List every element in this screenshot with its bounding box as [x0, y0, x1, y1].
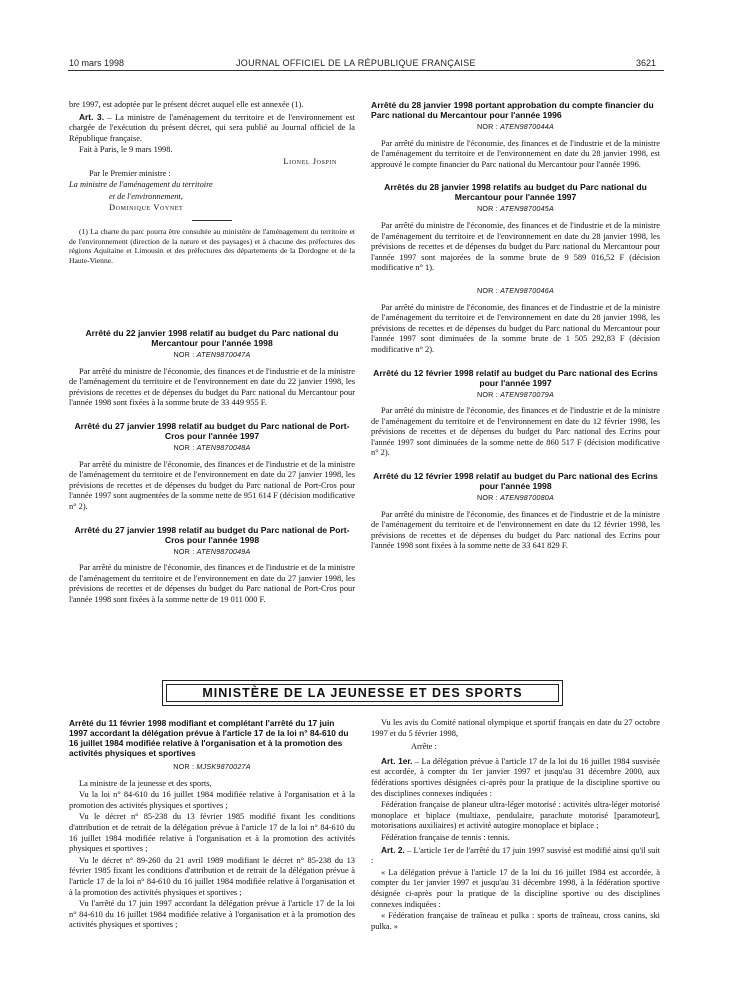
arrete-body: Par arrêté du ministre de l'économie, des finances et de l'industrie et de la ministre de l'aménagement du territoire et de l'environnement en date du 27 janvier 1998, les prévisions de recettes et de dépenses du budget du Parc national de Port-Cros pour l'année 1997 sont augmentées de la somme nette de 951 614 F (décision modificative n° 2). — [69, 459, 355, 511]
article-1-text: – La délégation prévue à l'article 17 de la loi du 16 juillet 1984 susvisée est accordée, à compter du 1er janvier 1997 et jusqu'au 31 décembre 2000, aux fédérations sportives désignées ci-après pour la pratique de la discipline sportive ou des disciplines connexes indiquées : — [371, 756, 660, 798]
nor-code: ATEN9870080A — [500, 493, 554, 503]
nor-code: MJSK9870027A — [196, 762, 251, 771]
arrete-block — [371, 182, 660, 274]
nor-reference — [371, 493, 660, 504]
nor-reference — [371, 204, 660, 215]
nor-label: NOR : — [173, 762, 197, 771]
bottom-right-column — [371, 718, 660, 933]
minister-name: Dominique Voynet — [109, 203, 184, 213]
footnote: (1) La charte du parc pourra être consultée au ministère de l'aménagement du territoire et de l'environnement (direction de la nature et des paysages) et à chacune des préfectures des régions Aquitaine et Limousin et des préfectures des départements de la Dordogne et de la Haute-Vienne. — [69, 226, 355, 265]
visa-paragraph: La ministre de la jeunesse et des sports, — [79, 778, 212, 788]
header-rule — [68, 70, 664, 71]
left-column-arretes — [69, 318, 355, 607]
arrete-body: Par arrêté du ministre de l'économie, des finances et de l'industrie et de la ministre de l'aménagement du territoire et de l'environnement en date du 22 janvier 1998, les prévisions de recettes et de dépenses du budget du Parc national du Mercantour pour l'année 1998 sont fixées à la somme brute de 33 449 955 F. — [69, 366, 355, 408]
nor-label: NOR : — [173, 442, 197, 452]
nor-code: ATEN9870044A — [500, 122, 554, 131]
arrete-body: Par arrêté du ministre de l'économie, des finances et de l'industrie et de la ministre de l'aménagement du territoire et de l'environnement en date du 27 janvier 1998, les prévisions de recettes et de dépenses du budget du Parc national de Port-Cros pour l'année 1998 sont fixées à la somme nette de 19 011 000 F. — [69, 563, 355, 604]
decree-ending-paragraph: bre 1997, est adoptée par le présent décret auquel elle est annexée (1). — [69, 100, 304, 109]
article-3 — [69, 112, 355, 145]
visa-paragraph: Vu la loi n° 84-610 du 16 juillet 1984 modifiée relative à l'organisation et à la promotion des activités physiques et sportives ; — [69, 790, 355, 810]
arrete-block — [69, 421, 355, 513]
right-column-arretes — [371, 94, 660, 553]
arrete-block — [371, 286, 660, 356]
nor-reference — [371, 286, 660, 297]
arrete-body: Par arrêté du ministre de l'économie, des finances et de l'industrie et de la ministre de l'aménagement du territoire et de l'environnement en date du 28 janvier 1998, est approuvé le compte financier du Parc national du Mercantour pour l'année 1996. — [371, 138, 660, 169]
arrete-block — [371, 100, 660, 170]
nor-label: NOR : — [477, 389, 501, 399]
header-page-number: 3621 — [636, 58, 657, 68]
header-date: 10 mars 1998 — [69, 58, 125, 68]
nor-code: ATEN9870045A — [500, 204, 554, 214]
article-3-label: Art. 3. — [79, 111, 105, 122]
visa-paragraph: Vu le décret n° 89-260 du 21 avril 1989 modifiant le décret n° 85-238 du 13 février 1985 fixant les conditions d'attribution et de retrait de la délégation prévue à l'article 17 de la loi n° 84-610 du 16 juillet 1984 modifiée relative à l'organisation et à la promotion des activités physiques et sportives ; — [69, 855, 355, 897]
arrete-body: Par arrêté du ministre de l'économie, des finances et de l'industrie et de la ministre de l'aménagement du territoire et de l'environnement en date du 28 janvier 1998, les prévisions de recettes et de dépenses du budget du Parc national du Mercantour pour l'année 1997 sont majorées de la somme brute de 9 589 016,52 F (décision modificative n° 1). — [371, 220, 660, 273]
fait-a-paris: Fait à Paris, le 9 mars 1998. — [79, 145, 173, 155]
nor-reference — [69, 350, 355, 361]
arrete-block — [69, 525, 355, 606]
minister-title-line2: et de l'environnement, — [109, 191, 183, 201]
nor-reference — [371, 122, 660, 133]
ministry-heading: MINISTÈRE DE LA JEUNESSE ET DES SPORTS — [202, 686, 523, 700]
article-1-label: Art. 1er. — [381, 755, 413, 766]
arrete-title: Arrêté du 27 janvier 1998 relatif au budget du Parc national de Port-Cros pour l'année 1998 — [74, 524, 350, 545]
ministry-heading-box — [162, 680, 563, 706]
nor-reference — [69, 762, 355, 773]
par-le-premier-ministre: Par le Premier ministre : — [89, 168, 171, 178]
nor-label: NOR : — [173, 546, 197, 556]
arrete-title: Arrêté du 22 janvier 1998 relatif au budget du Parc national du Mercantour pour l'année 1998 — [85, 328, 339, 348]
nor-code: ATEN9870048A — [196, 442, 251, 452]
visa-paragraph: Vu l'arrêté du 17 juin 1997 accordant la délégation prévue à l'article 17 de la loi n° 84-610 du 16 juillet 1984 modifiée relative à l'organisation et à la promotion des activités physiques et sportives ; — [69, 899, 355, 930]
federation-entry: Fédération française de tennis : tennis. — [381, 832, 510, 842]
visa-paragraph: Vu le décret n° 85-238 du 13 février 1985 modifié fixant les conditions d'attribution et de retrait de la délégation prévue à l'article 17 de la loi n° 84-610 du 16 juillet 1984 modifiée relative à l'organisation et à la promotion des activités physiques et sportives ; — [69, 812, 355, 854]
nor-code: ATEN9870046A — [500, 285, 554, 295]
minister-title-line1: La ministre de l'aménagement du territoire — [69, 180, 213, 190]
visa-paragraph: Vu les avis du Comité national olympique et sportif français en date du 27 octobre 1997 et du 5 février 1998, — [371, 718, 660, 738]
article-2-text: – L'article 1er de l'arrêté du 17 juin 1997 susvisé est modifié ainsi qu'il suit : — [371, 845, 660, 866]
arrete-body: Par arrêté du ministre de l'économie, des finances et de l'industrie et de la ministre de l'aménagement du territoire et de l'environnement en date du 12 février 1998, les prévisions de recettes et de dépenses du budget du Parc national des Ecrins pour l'année 1997 sont diminuées de la somme nette de 860 517 F (décision modificative n° 2). — [371, 406, 660, 458]
signatory-name: Lionel Jospin — [283, 156, 337, 166]
nor-code: ATEN9870049A — [196, 546, 251, 556]
article-2-label: Art. 2. — [381, 844, 405, 855]
nor-code: ATEN9870079A — [500, 389, 554, 399]
nor-label: NOR : — [477, 285, 501, 295]
header-journal-title: JOURNAL OFFICIEL DE LA RÉPUBLIQUE FRANÇAISE — [236, 58, 476, 68]
arrete-title: Arrêtés du 28 janvier 1998 relatifs au budget du Parc national du Mercantour pour l'année 1997 — [384, 182, 647, 203]
left-column-top — [69, 100, 355, 266]
arrete-word: Arrête : — [411, 742, 437, 752]
nor-label: NOR : — [477, 204, 501, 214]
quoted-paragraph: « La délégation prévue à l'article 17 de la loi du 16 juillet 1984 est accordée, à compter du 1er janvier 1997 et jusqu'au 31 décembre 1998, à la fédération sportive désignée ci-après pour la pratique de la discipline sportive ou des disciplines connexes indiquées : — [371, 867, 660, 909]
nor-label: NOR : — [477, 493, 501, 503]
article-3-text: – La ministre de l'aménagement du territoire et de l'environnement est chargée de l'exécution du présent décret, qui sera publié au Journal officiel de la République française. — [69, 112, 355, 143]
nor-label: NOR : — [477, 122, 501, 131]
arrete-title: Arrêté du 12 février 1998 relatif au budget du Parc national des Ecrins pour l'année 1998 — [373, 471, 658, 492]
note-separator — [192, 220, 232, 221]
arrete-title: Arrêté du 28 janvier 1998 portant approbation du compte financier du Parc national du Mercantour pour l'année 1996 — [371, 100, 654, 120]
quoted-paragraph: « Fédération française de traîneau et pulka : sports de traîneau, cross canins, ski pulka. » — [371, 911, 660, 931]
arrete-block — [371, 368, 660, 460]
bottom-left-column — [69, 718, 355, 932]
arrete-title: Arrêté du 27 janvier 1998 relatif au budget du Parc national de Port-Cros pour l'année 1997 — [74, 420, 350, 441]
arrete-block — [371, 471, 660, 552]
federation-entry: Fédération française de planeur ultra-léger motorisé : activités ultra-léger motorisé monoplace et biplace (multiaxe, pendulaire, parachute motorisé [paramoteur], motorisations auxiliaires) et activité autogire monoplace et biplace ; — [371, 800, 660, 831]
article-2 — [371, 845, 660, 867]
arrete-title: Arrêté du 12 février 1998 relatif au budget du Parc national des Ecrins pour l'année 1997 — [373, 367, 658, 388]
arrete-block — [69, 328, 355, 409]
arrete-title: Arrêté du 11 février 1998 modifiant et complétant l'arrêté du 17 juin 1997 accordant la délégation prévue à l'article 17 de la loi n° 84-610 du 16 juillet 1984 modifiée relative à l'organisation et à la promotion des activités physiques et sportives — [69, 718, 349, 758]
nor-reference — [69, 443, 355, 454]
arrete-body: Par arrêté du ministre de l'économie, des finances et de l'industrie et de la ministre de l'aménagement du territoire et de l'environnement en date du 28 janvier 1998, les prévisions de recettes et de dépenses du budget du Parc national du Mercantour pour l'année 1997 sont diminuées de la somme brute de 1 505 292,83 F (décision modificative n° 2). — [371, 302, 660, 354]
arrete-body: Par arrêté du ministre de l'économie, des finances et de l'industrie et de la ministre de l'aménagement du territoire et de l'environnement en date du 12 février 1998, les prévisions de recettes et de dépenses du budget du Parc national des Ecrins pour l'année 1998 sont fixées à la somme nette de 33 641 829 F. — [371, 509, 660, 551]
article-1 — [371, 756, 660, 799]
nor-reference — [69, 547, 355, 558]
nor-code: ATEN9870047A — [196, 350, 251, 359]
nor-reference — [371, 390, 660, 401]
nor-label: NOR : — [173, 350, 197, 359]
